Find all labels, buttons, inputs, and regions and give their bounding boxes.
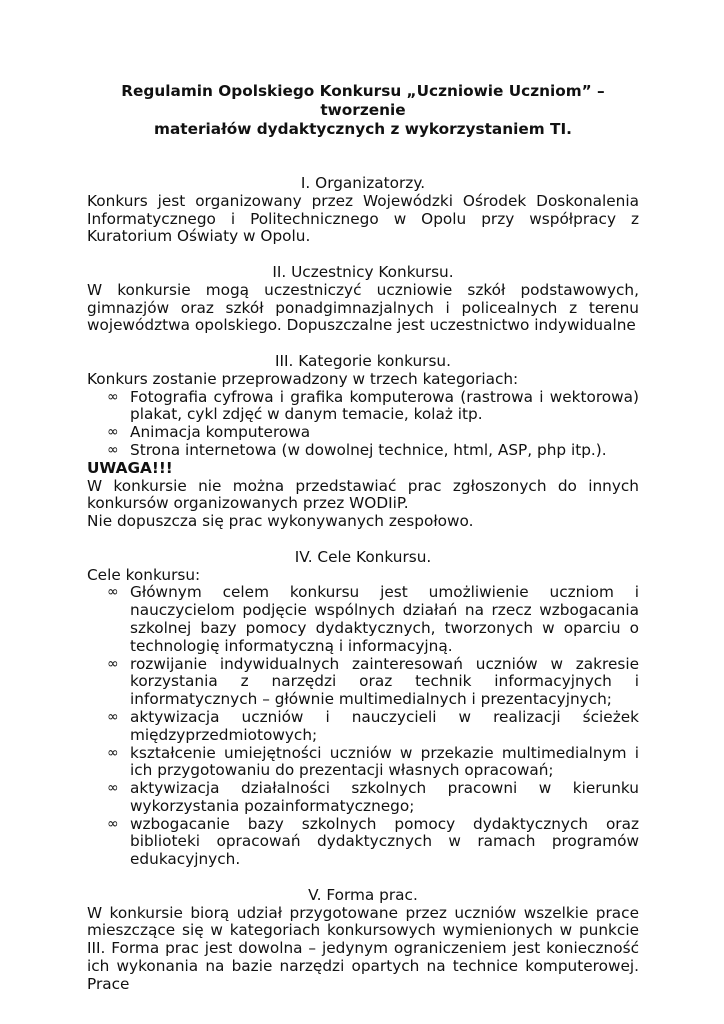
list-item: ∞ aktywizacja uczniów i nauczycieli w realizacji ścieżek międzyprzedmiotowych; bbox=[107, 707, 639, 744]
warning-text: W konkursie nie można przedstawiać prac zgłoszonych do innych konkursów organizowanych przez WODIiP. bbox=[87, 476, 639, 513]
section-text: W konkursie mogą uczestniczyć uczniowie szkół podstawowych, gimnazjów oraz szkół ponadgimnazjalnych i policealnych z terenu województwa opolskiego. Dopuszczalne jest uczestnictwo indywidualne bbox=[87, 280, 639, 335]
section-organizers bbox=[87, 175, 639, 246]
infinity-bullet-icon: ∞ bbox=[107, 424, 119, 441]
warning-label: UWAGA!!! bbox=[87, 458, 173, 477]
list-item: ∞ aktywizacja działalności szkolnych pracowni w kierunku wykorzystania pozainformatycznego; bbox=[107, 779, 639, 815]
section-heading: II. Uczestnicy Konkursu. bbox=[272, 262, 454, 281]
list-item: ∞ kształcenie umiejętności uczniów w przekazie multimedialnym i ich przygotowaniu do prezentacji własnych opracowań; bbox=[107, 743, 639, 780]
section-heading: I. Organizatorzy. bbox=[300, 174, 426, 192]
category-list bbox=[87, 389, 639, 460]
list-item: ∞ wzbogacanie bazy szkolnych pomocy dydaktycznych oraz biblioteki opracowań dydaktycznych w ramach programów edukacyjnych. bbox=[107, 814, 639, 869]
section-intro: Cele konkursu: bbox=[87, 565, 201, 584]
section-goals bbox=[87, 549, 639, 869]
section-text: Konkurs jest organizowany przez Wojewódzki Ośrodek Doskonalenia Informatycznego i Politechnicznego w Opolu przy współpracy z Kuratorium Oświaty w Opolu. bbox=[87, 191, 639, 246]
list-item: ∞ Fotografia cyfrowa i grafika komputerowa (rastrowa i wektorowa) plakat, cykl zdjęć w danym temacie, kolaż itp. bbox=[107, 387, 639, 424]
section-heading: IV. Cele Konkursu. bbox=[294, 547, 432, 566]
section-intro: Konkurs zostanie przeprowadzony w trzech kategoriach: bbox=[87, 369, 519, 388]
section-form bbox=[87, 887, 639, 994]
section-participants bbox=[87, 264, 639, 335]
section-heading: V. Forma prac. bbox=[308, 885, 418, 904]
infinity-bullet-icon: ∞ bbox=[107, 655, 119, 672]
infinity-bullet-icon: ∞ bbox=[107, 780, 119, 797]
list-item: ∞ Głównym celem konkursu jest umożliwienie uczniom i nauczycielom podjęcie wspólnych działań na rzecz wzbogacania szkolnej bazy pomocy dydaktycznych, tworzonych w oparciu o technologię informatyczną i informacyjną. bbox=[107, 583, 639, 655]
document-page bbox=[87, 82, 639, 1011]
list-item: ∞ Strona internetowa (w dowolnej technice, html, ASP, php itp.). bbox=[107, 440, 607, 459]
section-text: W konkursie biorą udział przygotowane przez uczniów wszelkie prace mieszczące się w kategoriach konkursowych wymienionych w punkcie III. Forma prac jest dowolna – jedynym ograniczeniem jest konieczność ich wykonania na bazie narzędzi opartych na technice komputerowej. Prace bbox=[87, 903, 639, 993]
note-text: Nie dopuszcza się prac wykonywanych zespołowo. bbox=[87, 512, 474, 531]
goals-list bbox=[87, 584, 639, 869]
document-title bbox=[87, 82, 639, 139]
title-line-1: Regulamin Opolskiego Konkursu „Uczniowie Uczniom” – tworzenie bbox=[121, 82, 605, 119]
infinity-bullet-icon: ∞ bbox=[107, 744, 119, 761]
list-item: ∞ rozwijanie indywidualnych zainteresowań uczniów w zakresie korzystania z narzędzi oraz technik informacyjnych i informatycznych – głównie multimedialnych i prezentacyjnych; bbox=[107, 654, 639, 709]
infinity-bullet-icon: ∞ bbox=[107, 708, 119, 725]
infinity-bullet-icon: ∞ bbox=[107, 441, 119, 458]
list-item: ∞ Animacja komputerowa bbox=[107, 423, 311, 442]
title-line-2: materiałów dydaktycznych z wykorzystaniem TI. bbox=[154, 120, 572, 138]
infinity-bullet-icon: ∞ bbox=[107, 584, 119, 601]
infinity-bullet-icon: ∞ bbox=[107, 815, 119, 832]
section-heading: III. Kategorie konkursu. bbox=[275, 351, 451, 370]
infinity-bullet-icon: ∞ bbox=[107, 388, 119, 405]
section-categories bbox=[87, 353, 639, 531]
